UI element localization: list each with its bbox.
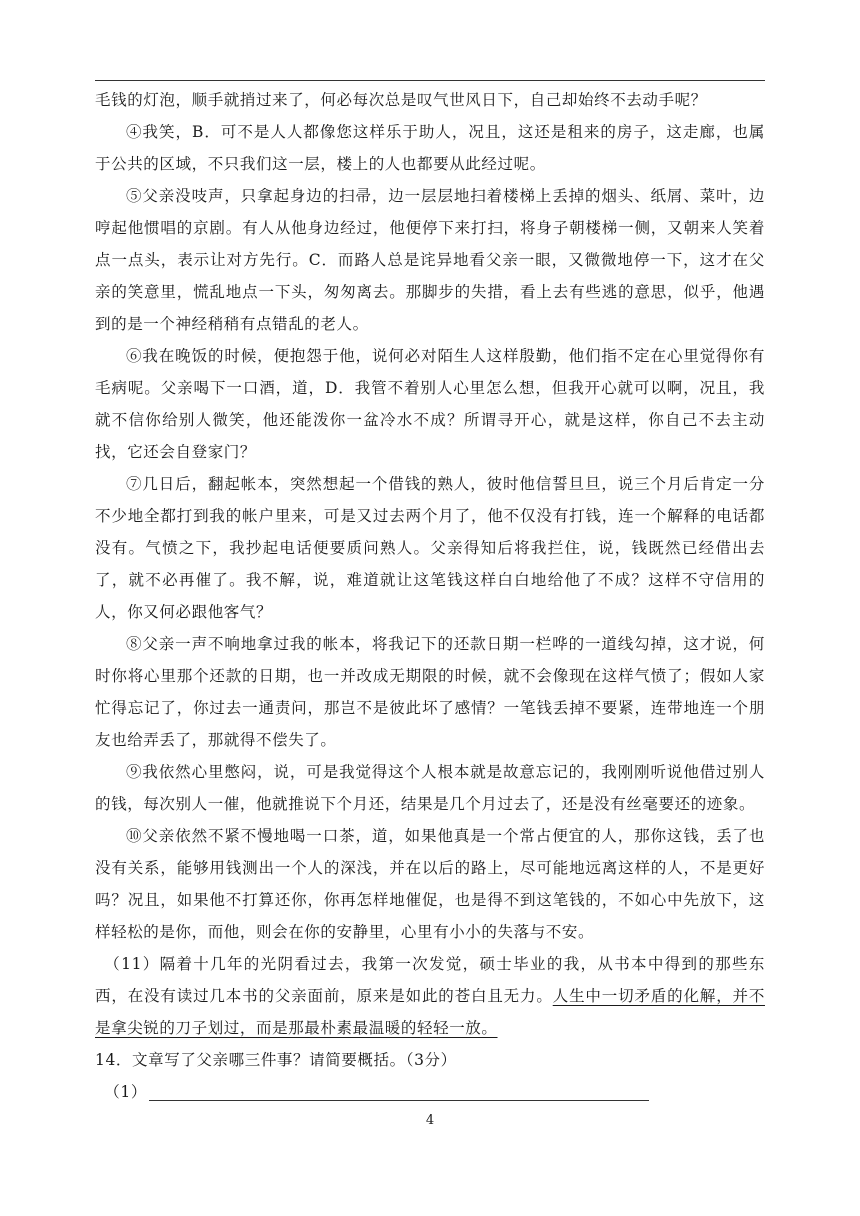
- answer-row-1: [95, 1076, 765, 1108]
- paragraph-10: ⑩父亲依然不紧不慢地喝一口茶，道，如果他真是一个常占便宜的人，那你这钱，丢了也没有关系，能够用钱测出一个人的深浅，并在以后的路上，尽可能地远离这样的人，不是更好吗？况且，如果他不打算还你，你再怎样地催促，也是得不到这笔钱的，不如心中先放下，这样轻松的是你，而他，则会在你的安静里，心里有小小的失落与不安。: [95, 827, 765, 941]
- paragraph-11: [95, 948, 765, 1044]
- page-number: 4: [425, 1113, 435, 1128]
- paragraph-5: ⑤父亲没吱声，只拿起身边的扫帚，边一层层地扫着楼梯上丢掉的烟头、纸屑、菜叶，边哼起他惯唱的京剧。有人从他身边经过，他便停下来打扫，将身子朝楼梯一侧，又朝来人笑着点一点头，表示让对方先行。C．而路人总是诧异地看父亲一眼，又微微地停一下，这才在父亲的笑意里，慌乱地点一下头，匆匆离去。那脚步的失措，看上去有些逃的意思，似乎，他遇到的是一个神经稍稍有点错乱的老人。: [95, 187, 765, 333]
- paragraph-6: ⑥我在晚饭的时候，便抱怨于他，说何必对陌生人这样殷勤，他们指不定在心里觉得你有毛病呢。父亲喝下一口酒，道，D．我管不着别人心里怎么想，但我开心就可以啊，况且，我就不信你给别人微笑，他还能泼你一盆冷水不成？所谓寻开心，就是这样，你自己不去主动找，它还会自登家门？: [95, 347, 765, 461]
- article-body: [95, 84, 765, 1108]
- underlined-sentence: 人生中一切矛盾的化解，并不是拿尖锐的刀子划过，而是那最朴素最温暖的轻轻一放。: [95, 987, 765, 1037]
- answer-blank-line[interactable]: [149, 1099, 649, 1101]
- question-14: 14．文章写了父亲哪三件事？请简要概括。（3分）: [95, 1051, 457, 1069]
- paragraph-7: ⑦几日后，翻起帐本，突然想起一个借钱的熟人，彼时他信誓旦旦，说三个月后肯定一分不少地全都打到我的帐户里来，可是又过去两个月了，他不仅没有打钱，连一个解释的电话都没有。气愤之下，我抄起电话便要质问熟人。父亲得知后将我拦住，说，钱既然已经借出去了，就不必再催了。我不解，说，难道就让这笔钱这样白白地给他了不成？这样不守信用的人，你又何必跟他客气？: [95, 475, 765, 621]
- answer-label-1: （1）: [104, 1083, 147, 1101]
- paragraph-4: ④我笑，B．可不是人人都像您这样乐于助人，况且，这还是租来的房子，这走廊，也属于公共的区域，不只我们这一层，楼上的人也都要从此经过呢。: [95, 123, 765, 173]
- paragraph-11-text: （11）隔着十几年的光阴看过去，我第一次发觉，硕士毕业的我，从书本中得到的那些东西，在没有读过几本书的父亲面前，原来是如此的苍白且无力。: [95, 955, 765, 1005]
- paragraph-9: ⑨我依然心里憋闷，说，可是我觉得这个人根本就是故意忘记的，我刚刚听说他借过别人的钱，每次别人一催，他就推说下个月还，结果是几个月过去了，还是没有丝毫要还的迹象。: [95, 763, 765, 813]
- paragraph-continuation: 毛钱的灯泡，顺手就捎过来了，何必每次总是叹气世风日下，自己却始终不去动手呢？: [95, 91, 707, 109]
- paragraph-8: ⑧父亲一声不响地拿过我的帐本，将我记下的还款日期一栏哗的一道线勾掉，这才说，何时你将心里那个还款的日期，也一并改成无期限的时候，就不会像现在这样气愤了；假如人家忙得忘记了，你过去一通责问，那岂不是彼此坏了感情？一笔钱丢掉不要紧，连带地连一个朋友也给弄丢了，那就得不偿失了。: [95, 635, 765, 749]
- header-rule: [95, 80, 765, 81]
